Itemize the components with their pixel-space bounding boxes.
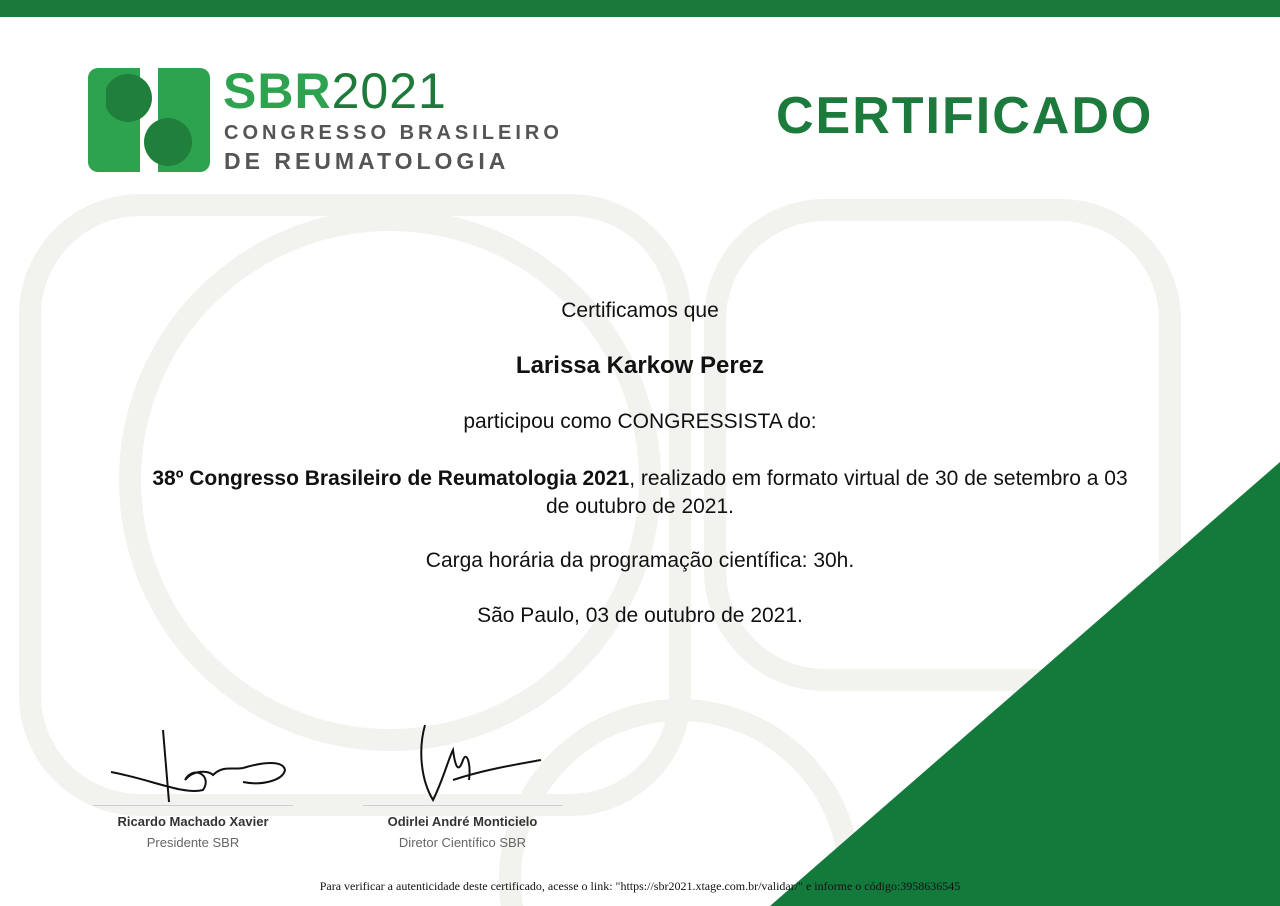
sbr-logo	[88, 63, 563, 178]
participation-text: participou como CONGRESSISTA do:	[463, 410, 817, 433]
event-name: 38º Congresso Brasileiro de Reumatologia 2021	[152, 467, 630, 490]
signatory-role-president: Presidente SBR	[146, 835, 240, 850]
signature-line-president	[93, 805, 293, 806]
event-details: , realizado em formato virtual de 30 de setembro a 03 de outubro de 2021.	[546, 467, 1128, 518]
signatory-name-director: Odirlei André Monticielo	[387, 814, 538, 829]
signatory-name-president: Ricardo Machado Xavier	[117, 814, 269, 829]
logo-line-2: DE REUMATOLOGIA	[224, 148, 510, 174]
verification-note: Para verificar a autenticidade deste certificado, acesse o link: "https://sbr2021.xtage.com.br/validar/" e informe o código:3958636545	[319, 879, 961, 893]
signatory-role-director: Diretor Científico SBR	[398, 835, 527, 850]
signature-block-director	[360, 720, 565, 850]
signature-president-image	[93, 720, 293, 805]
signature-director-image	[363, 720, 563, 805]
workload-text: Carga horária da programação científica: 30h.	[425, 549, 855, 572]
recipient-name: Larissa Karkow Perez	[515, 352, 765, 379]
logo-wordmark	[223, 62, 447, 120]
event-description	[150, 465, 1130, 521]
intro-text: Certificamos que	[561, 299, 719, 322]
signature-block-president	[88, 720, 298, 850]
certificate-title: CERTIFICADO	[776, 87, 1154, 145]
logo-year-text: 2021	[331, 63, 447, 119]
logo-sbr-text: SBR	[223, 63, 332, 119]
place-date-text: São Paulo, 03 de outubro de 2021.	[477, 604, 803, 627]
sbr-logo-mark	[88, 66, 210, 174]
logo-line-1: CONGRESSO BRASILEIRO	[224, 122, 563, 144]
signature-line-director	[363, 805, 563, 806]
